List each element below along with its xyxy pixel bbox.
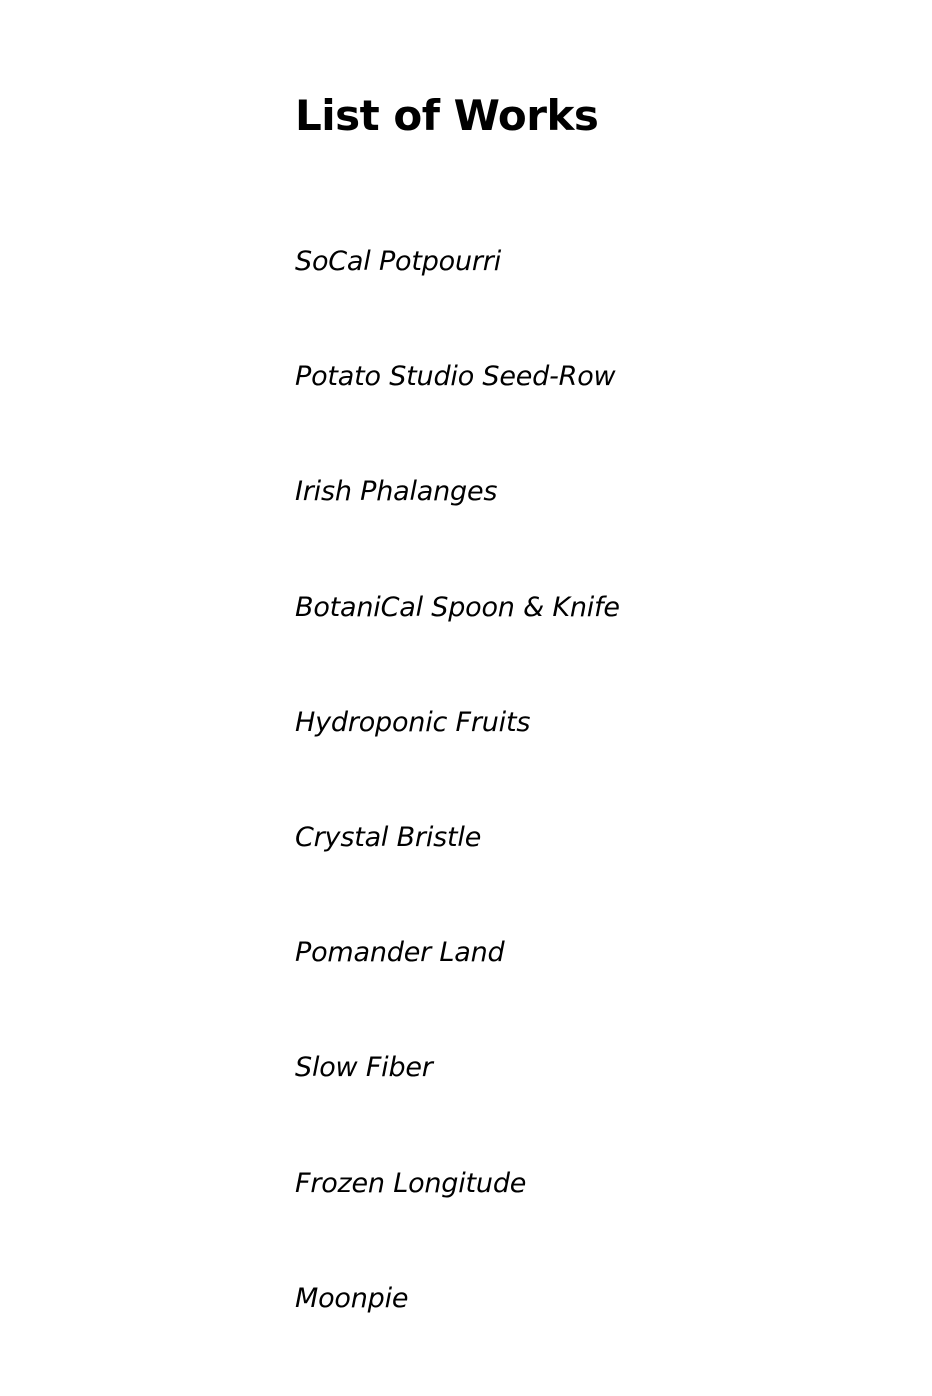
document-page (295, 0, 895, 1396)
works-list (295, 240, 620, 1392)
work-item: Moonpie (295, 1282, 409, 1314)
work-item: SoCal Potpourri (295, 246, 501, 277)
work-item: Frozen Longitude (295, 1167, 527, 1199)
work-item: Irish Phalanges (295, 476, 498, 508)
work-item: Slow Fiber (295, 1052, 433, 1084)
work-item: Potato Studio Seed-Row (295, 361, 616, 393)
work-item: Crystal Bristle (295, 821, 482, 853)
page-title: List of Works (295, 91, 599, 140)
work-item: Hydroponic Fruits (295, 706, 531, 738)
work-item: Pomander Land (295, 937, 505, 969)
work-item: BotaniCal Spoon & Knife (295, 591, 620, 623)
